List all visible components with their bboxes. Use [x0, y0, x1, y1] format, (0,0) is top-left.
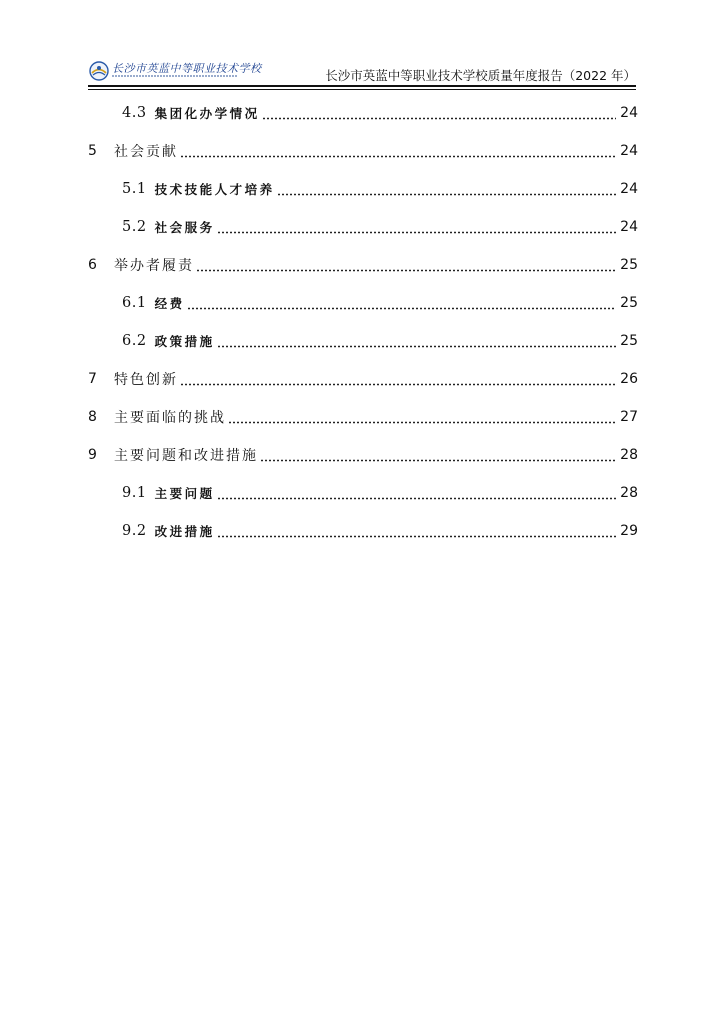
toc-entry-title: 改进措施: [154, 524, 215, 539]
toc-dot-leader: [228, 410, 616, 424]
toc-entry[interactable]: [88, 208, 638, 246]
toc-entry[interactable]: [88, 322, 638, 360]
toc-entry-title: 集团化办学情况: [154, 106, 260, 121]
toc-entry-number: 7: [88, 371, 97, 387]
school-emblem-icon: [88, 60, 110, 82]
toc-entry-page: 28: [620, 485, 638, 501]
toc-entry-title: 技术技能人才培养: [154, 182, 275, 197]
toc-entry-page: 27: [620, 409, 638, 425]
toc-entry-number: 9.2: [122, 523, 147, 539]
toc-entry[interactable]: [88, 132, 638, 170]
toc-dot-leader: [217, 524, 616, 538]
header-rule-thin: [88, 89, 636, 90]
toc-entry[interactable]: [88, 284, 638, 322]
toc-entry[interactable]: [88, 398, 638, 436]
toc-entry-title: 经费: [154, 296, 185, 311]
toc-dot-leader: [180, 144, 616, 158]
toc-entry[interactable]: [88, 512, 638, 550]
toc-dot-leader: [180, 372, 616, 386]
toc-entry-number: 5.2: [122, 219, 147, 235]
toc-dot-leader: [277, 182, 616, 196]
toc-entry[interactable]: [88, 474, 638, 512]
toc-entry-number: 5.1: [122, 181, 147, 197]
page-header: [88, 58, 636, 88]
toc-entry-number: 6.1: [122, 295, 147, 311]
toc-entry[interactable]: [88, 360, 638, 398]
toc-entry-page: 25: [620, 333, 638, 349]
toc-entry[interactable]: [88, 170, 638, 208]
toc-entry-number: 9.1: [122, 485, 147, 501]
toc-dot-leader: [217, 486, 616, 500]
toc-entry-number: 4.3: [122, 105, 147, 121]
toc-entry-page: 25: [620, 295, 638, 311]
toc-dot-leader: [217, 220, 616, 234]
toc-entry-number: 5: [88, 143, 97, 159]
toc-entry-page: 24: [620, 105, 638, 121]
toc-entry-title: 主要问题: [154, 486, 215, 501]
header-rule: [88, 85, 636, 87]
toc-entry-title: 举办者履责: [114, 258, 194, 274]
toc-entry-title: 主要问题和改进措施: [114, 448, 258, 464]
toc-entry-title: 主要面临的挑战: [114, 410, 226, 426]
table-of-contents: [88, 94, 638, 550]
toc-entry-title: 社会服务: [154, 220, 215, 235]
toc-entry-page: 24: [620, 143, 638, 159]
toc-entry-page: 26: [620, 371, 638, 387]
toc-entry-page: 24: [620, 181, 638, 197]
toc-entry[interactable]: [88, 246, 638, 284]
toc-dot-leader: [260, 448, 616, 462]
toc-entry-number: 6: [88, 257, 97, 273]
logo-text: 长沙市英蓝中等职业技术学校: [112, 62, 262, 75]
toc-entry-title: 政策措施: [154, 334, 215, 349]
toc-dot-leader: [187, 296, 616, 310]
toc-dot-leader: [262, 106, 616, 120]
toc-entry[interactable]: [88, 436, 638, 474]
toc-entry-page: 28: [620, 447, 638, 463]
toc-entry[interactable]: [88, 94, 638, 132]
toc-entry-title: 特色创新: [114, 372, 178, 388]
toc-entry-number: 6.2: [122, 333, 147, 349]
logo-subtitle-decoration: [112, 75, 238, 77]
toc-entry-page: 29: [620, 523, 638, 539]
toc-dot-leader: [196, 258, 616, 272]
toc-dot-leader: [217, 334, 616, 348]
toc-entry-page: 24: [620, 219, 638, 235]
toc-entry-title: 社会贡献: [114, 144, 178, 160]
toc-entry-number: 9: [88, 447, 97, 463]
header-title: 长沙市英蓝中等职业技术学校质量年度报告（2022 年）: [325, 68, 636, 83]
school-logo: [88, 60, 262, 82]
toc-entry-page: 25: [620, 257, 638, 273]
toc-entry-number: 8: [88, 409, 97, 425]
